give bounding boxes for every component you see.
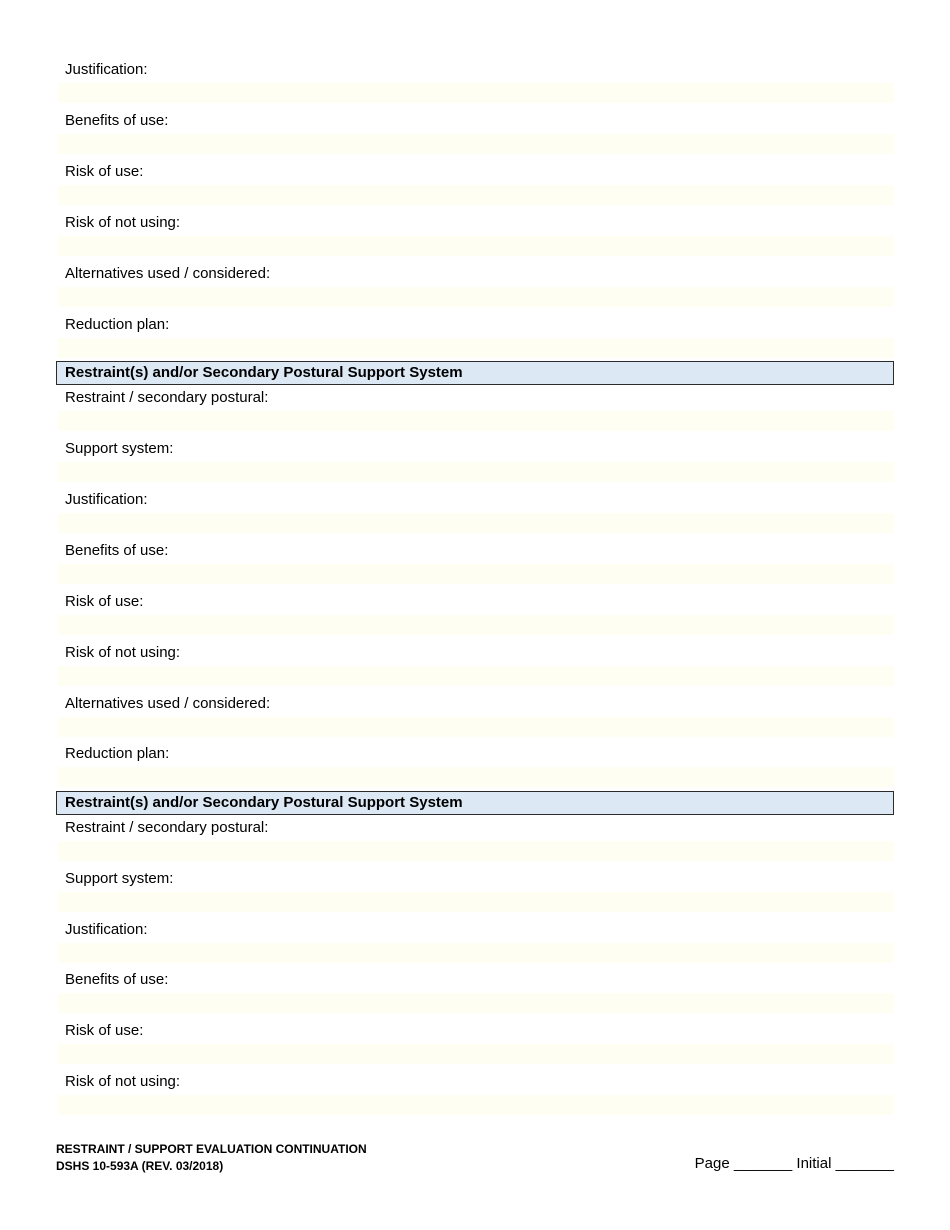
section-header: [56, 791, 894, 815]
field-label: Benefits of use:: [65, 542, 169, 559]
support-system-field: [56, 870, 894, 921]
risk-of-not-using-field: [56, 644, 894, 695]
benefits-input[interactable]: [58, 993, 894, 1013]
justification-field: [56, 921, 894, 972]
risk-of-not-using-field: [56, 214, 894, 265]
restraint-secondary-postural-input[interactable]: [58, 841, 894, 861]
reduction-plan-input[interactable]: [58, 767, 894, 787]
risk-of-not-using-input[interactable]: [58, 666, 894, 686]
field-label: Risk of use:: [65, 1022, 144, 1039]
field-label: Support system:: [65, 440, 174, 457]
field-label: Reduction plan:: [65, 316, 170, 333]
section-title: Restraint(s) and/or Secondary Postural Support System: [65, 794, 463, 811]
field-label: Restraint / secondary postural:: [65, 389, 269, 406]
risk-of-use-input[interactable]: [58, 1044, 894, 1064]
field-label: Alternatives used / considered:: [65, 695, 271, 712]
field-label: Risk of not using:: [65, 1073, 181, 1090]
field-label: Benefits of use:: [65, 971, 169, 988]
field-label: Support system:: [65, 870, 174, 887]
alternatives-field: [56, 265, 894, 316]
page-initial-line: Page _______ Initial _______: [694, 1155, 894, 1172]
restraint-secondary-postural-field: [56, 389, 894, 440]
justification-input[interactable]: [58, 943, 894, 963]
field-label: Justification:: [65, 921, 148, 938]
risk-of-use-input[interactable]: [58, 185, 894, 205]
form-footer: [56, 1141, 367, 1175]
form-title: RESTRAINT / SUPPORT EVALUATION CONTINUATION: [56, 1142, 367, 1156]
justification-field: [56, 491, 894, 542]
field-label: Risk of use:: [65, 163, 144, 180]
field-label: Justification:: [65, 61, 148, 78]
benefits-field: [56, 971, 894, 1022]
support-system-input[interactable]: [58, 892, 894, 912]
benefits-field: [56, 542, 894, 593]
justification-field: [56, 61, 894, 112]
reduction-plan-input[interactable]: [58, 338, 894, 358]
section-title: Restraint(s) and/or Secondary Postural Support System: [65, 364, 463, 381]
form-number: DSHS 10-593A (REV. 03/2018): [56, 1159, 224, 1173]
support-system-input[interactable]: [58, 462, 894, 482]
field-label: Risk of not using:: [65, 644, 181, 661]
field-label: Benefits of use:: [65, 112, 169, 129]
restraint-secondary-postural-input[interactable]: [58, 411, 894, 431]
alternatives-field: [56, 695, 894, 746]
benefits-input[interactable]: [58, 134, 894, 154]
risk-of-use-field: [56, 163, 894, 214]
risk-of-not-using-field: [56, 1073, 894, 1124]
field-label: Reduction plan:: [65, 745, 170, 762]
risk-of-use-field: [56, 1022, 894, 1073]
field-label: Risk of not using:: [65, 214, 181, 231]
justification-input[interactable]: [58, 83, 894, 103]
reduction-plan-field: [56, 316, 894, 367]
support-system-field: [56, 440, 894, 491]
restraint-secondary-postural-field: [56, 819, 894, 870]
risk-of-not-using-input[interactable]: [58, 1095, 894, 1115]
reduction-plan-field: [56, 745, 894, 796]
risk-of-use-field: [56, 593, 894, 644]
field-label: Restraint / secondary postural:: [65, 819, 269, 836]
risk-of-use-input[interactable]: [58, 615, 894, 635]
field-label: Alternatives used / considered:: [65, 265, 271, 282]
field-label: Justification:: [65, 491, 148, 508]
justification-input[interactable]: [58, 513, 894, 533]
field-label: Risk of use:: [65, 593, 144, 610]
benefits-field: [56, 112, 894, 163]
benefits-input[interactable]: [58, 564, 894, 584]
risk-of-not-using-input[interactable]: [58, 236, 894, 256]
alternatives-input[interactable]: [58, 717, 894, 737]
section-header: [56, 361, 894, 385]
alternatives-input[interactable]: [58, 287, 894, 307]
